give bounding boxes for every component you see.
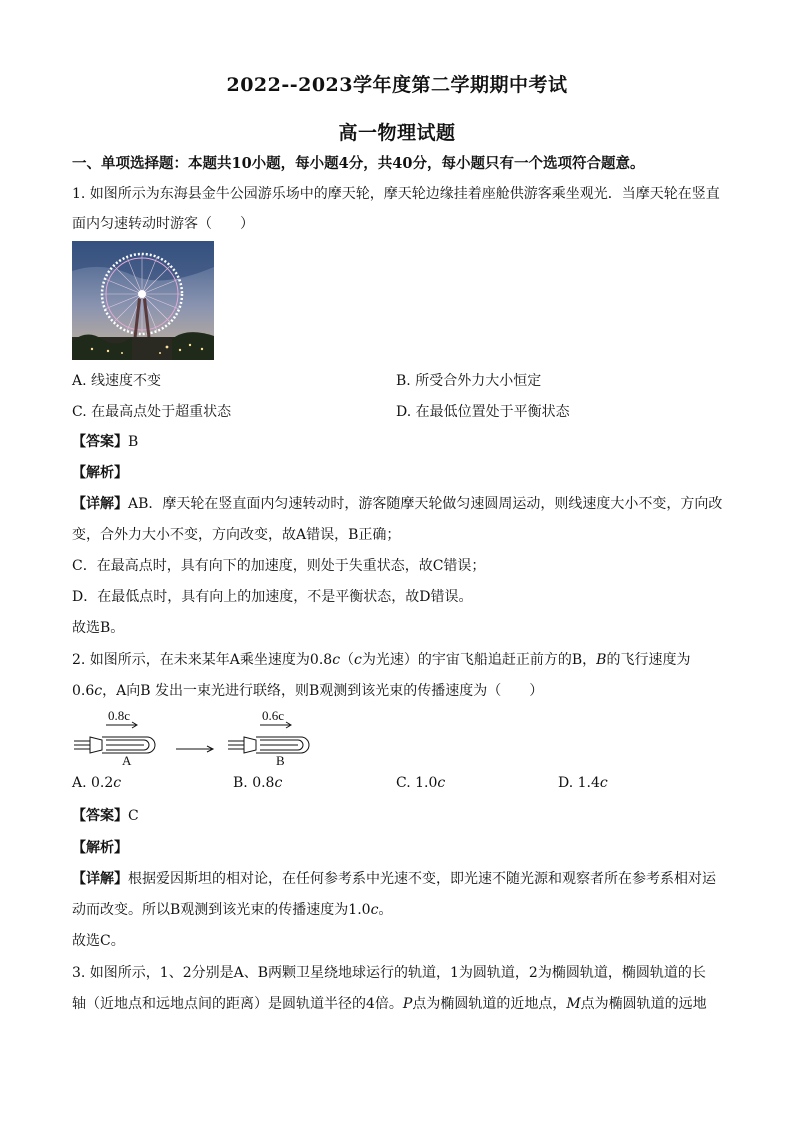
q1-stem-line1: 1. 如图所示为东海县金牛公园游乐场中的摩天轮，摩天轮边缘挂着座舱供游客乘坐观光．当摩天轮在竖直 [72, 186, 720, 202]
q2-option-d[interactable] [558, 775, 608, 791]
var-c: c [332, 652, 341, 668]
q2-option-c[interactable] [396, 775, 445, 791]
option-text: B. 0.8 [233, 775, 275, 791]
answer-label: 【答案】 [72, 434, 128, 450]
spaceship-diagram [72, 704, 332, 770]
q2-stem-text: 0.6 [72, 683, 95, 699]
option-text: A. 0.2 [72, 775, 114, 791]
ship-b-label: B [276, 753, 285, 768]
q2-option-a[interactable] [72, 775, 121, 791]
q3-stem-line2 [72, 994, 727, 1014]
section-heading: 一、单项选择题：本题共10小题，每小题4分，共40分，每小题只有一个选项符合题意。 [72, 155, 645, 172]
detail-text: 。 [378, 902, 393, 918]
q1-detail-line1 [72, 494, 727, 514]
q2-analysis-label: 【解析】 [72, 840, 128, 856]
q1-option-c[interactable]: C. 在最高点处于超重状态 [72, 404, 232, 420]
exam-subtitle: 高一物理试题 [338, 122, 456, 144]
var-c: c [354, 652, 362, 668]
detail-label: 【详解】 [72, 871, 128, 887]
var-c: c [599, 775, 608, 791]
q2-stem-line1 [72, 650, 727, 670]
q2-stem-text: 2. 如图所示，在未来某年A乘坐速度为0.8 [72, 652, 333, 668]
q1-option-d[interactable]: D. 在最低位置处于平衡状态 [396, 404, 570, 420]
q2-stem-line2 [72, 681, 727, 701]
q2-stem-text: 为光速）的宇宙飞船追赶正前方的B， [361, 652, 597, 668]
q3-stem-text: 点为椭圆轨道的远地 [580, 996, 707, 1012]
q2-stem-text: （ [340, 652, 355, 668]
var-m: M [566, 996, 581, 1012]
q2-stem-text: ，A向B 发出一束光进行联络，则B观测到该光束的传播速度为（ ） [102, 683, 544, 699]
spaceship-diagram-svg [72, 704, 332, 770]
var-c: c [437, 775, 446, 791]
q2-detail-line2 [72, 900, 727, 920]
answer-label: 【答案】 [72, 808, 128, 824]
q1-answer [72, 432, 727, 452]
q1-stem-line2: 面内匀速转动时游客（ ） [72, 216, 254, 232]
q2-stem-text: 的飞行速度为 [606, 652, 691, 668]
q1-detail-line4: D．在最低点时，具有向上的加速度，不是平衡状态，故D错误。 [72, 589, 473, 605]
q2-detail-line1 [72, 869, 727, 889]
detail-text: 根据爱因斯坦的相对论，在任何参考系中光速不变，即光速不随光源和观察者所在参考系相对运 [128, 871, 716, 887]
var-c: c [370, 902, 379, 918]
var-c: c [94, 683, 103, 699]
option-text: D. 1.4 [558, 775, 600, 791]
detail-text: 动而改变。所以B观测到该光束的传播速度为1.0 [72, 902, 371, 918]
answer-value: B [128, 434, 139, 450]
q1-analysis-label: 【解析】 [72, 465, 128, 481]
q1-detail-line3: C．在最高点时，具有向下的加速度，则处于失重状态，故C错误； [72, 558, 486, 574]
ferris-wheel-photo [72, 241, 214, 360]
q3-stem-text: 轴（近地点和远地点间的距离）是圆轨道半径的4倍。 [72, 996, 403, 1012]
q1-option-a[interactable]: A. 线速度不变 [72, 373, 162, 389]
var-c: c [113, 775, 122, 791]
answer-value: C [128, 808, 139, 824]
ferris-wheel-image [72, 241, 214, 360]
q3-stem-text: 点为椭圆轨道的近地点， [412, 996, 567, 1012]
ship-a-label: A [122, 753, 132, 768]
ship-a-speed: 0.8c [108, 708, 131, 723]
var-c: c [274, 775, 283, 791]
q2-answer [72, 806, 727, 826]
q1-detail-line2: 变，合外力大小不变，方向改变，故A错误，B正确； [72, 527, 401, 543]
ship-b-speed: 0.6c [262, 708, 285, 723]
q2-option-b[interactable] [233, 775, 282, 791]
detail-text: AB．摩天轮在竖直面内匀速转动时，游客随摩天轮做匀速圆周运动，则线速度大小不变，方向改 [128, 496, 723, 512]
exam-title: 2022--2023学年度第二学期期中考试 [226, 74, 568, 96]
q1-option-b[interactable]: B. 所受合外力大小恒定 [396, 373, 542, 389]
option-text: C. 1.0 [396, 775, 438, 791]
var-b: B [596, 652, 607, 668]
q3-stem-line1: 3. 如图所示，1、2分别是A、B两颗卫星绕地球运行的轨道，1为圆轨道，2为椭圆轨道，椭圆轨道的长 [72, 965, 706, 981]
var-p: P [402, 996, 413, 1012]
detail-label: 【详解】 [72, 496, 128, 512]
q1-conclusion: 故选B。 [72, 620, 125, 636]
q2-conclusion: 故选C。 [72, 933, 125, 949]
